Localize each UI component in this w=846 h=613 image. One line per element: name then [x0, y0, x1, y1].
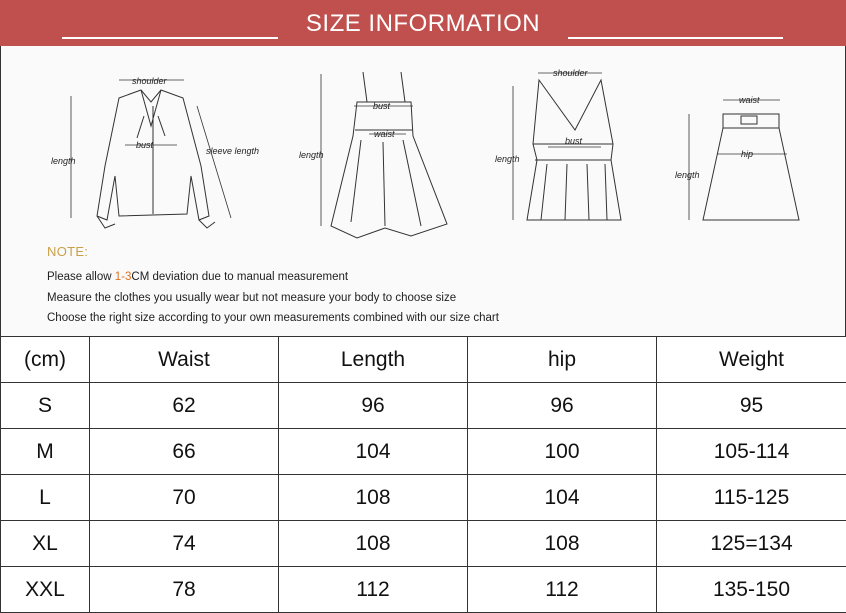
header-hip: hip — [468, 337, 657, 383]
weight-cell: 105-114 — [657, 429, 846, 475]
length-cell: 108 — [279, 475, 468, 521]
weight-cell: 125=134 — [657, 521, 846, 567]
table-row — [1, 521, 846, 567]
note-deviation-range: 1-3 — [114, 271, 132, 283]
size-cell: XXL — [1, 567, 90, 613]
top-length-label: length — [495, 154, 520, 164]
table-row — [1, 567, 846, 613]
table-row — [1, 429, 846, 475]
waist-cell: 66 — [90, 429, 279, 475]
note-line-deviation — [47, 267, 499, 288]
header-unit: (cm) — [1, 337, 90, 383]
dress-waist-label: waist — [374, 129, 395, 139]
weight-cell: 115-125 — [657, 475, 846, 521]
skirt-sketch — [703, 114, 799, 220]
shirt-bust-label: bust — [136, 140, 154, 150]
size-cell: XL — [1, 521, 90, 567]
table-header-row — [1, 337, 846, 383]
shirt-sketch — [97, 90, 215, 228]
shirt-shoulder-label: shoulder — [132, 76, 167, 86]
skirt-dimension-lines — [689, 100, 787, 220]
waist-cell: 78 — [90, 567, 279, 613]
hip-cell: 96 — [468, 383, 657, 429]
top-sketch — [527, 80, 621, 220]
waist-cell: 62 — [90, 383, 279, 429]
size-information-banner — [0, 0, 846, 46]
dress-sketch — [331, 72, 447, 238]
dress-length-label: length — [299, 150, 324, 160]
header-weight: Weight — [657, 337, 846, 383]
note-line-measure: Measure the clothes you usually wear but not measure your body to choose size — [47, 291, 457, 304]
size-chart-table — [0, 336, 846, 613]
notes-block — [47, 244, 499, 329]
length-cell: 104 — [279, 429, 468, 475]
size-cell: L — [1, 475, 90, 521]
banner-title: SIZE INFORMATION — [305, 10, 541, 37]
diagram-labels — [51, 68, 760, 180]
table-row — [1, 475, 846, 521]
size-cell: S — [1, 383, 90, 429]
top-bust-label: bust — [565, 136, 583, 146]
note-heading: NOTE: — [47, 244, 89, 259]
measurement-diagram-panel — [0, 46, 846, 336]
top-shoulder-label: shoulder — [553, 68, 588, 78]
shirt-sleeve-label: sleeve length — [206, 146, 260, 156]
hip-cell: 100 — [468, 429, 657, 475]
length-cell: 108 — [279, 521, 468, 567]
hip-cell: 108 — [468, 521, 657, 567]
weight-cell: 135-150 — [657, 567, 846, 613]
length-cell: 112 — [279, 567, 468, 613]
size-cell: M — [1, 429, 90, 475]
skirt-length-label: length — [675, 170, 700, 180]
header-length: Length — [279, 337, 468, 383]
length-cell: 96 — [279, 383, 468, 429]
weight-cell: 95 — [657, 383, 846, 429]
waist-cell: 74 — [90, 521, 279, 567]
hip-cell: 112 — [468, 567, 657, 613]
banner-rule-right — [568, 37, 783, 39]
waist-cell: 70 — [90, 475, 279, 521]
dress-dimension-lines — [321, 74, 413, 226]
skirt-waist-label: waist — [739, 95, 760, 105]
hip-cell: 104 — [468, 475, 657, 521]
shirt-length-label: length — [51, 156, 76, 166]
header-waist: Waist — [90, 337, 279, 383]
note-line-deviation-start: Please allow — [47, 271, 115, 283]
note-line-choose: Choose the right size according to your own measurements combined with our size chart — [47, 312, 499, 324]
dress-bust-label: bust — [373, 101, 391, 111]
skirt-hip-label: hip — [741, 149, 754, 159]
note-line-deviation-end: CM deviation due to manual measurement — [131, 271, 349, 283]
table-row — [1, 383, 846, 429]
